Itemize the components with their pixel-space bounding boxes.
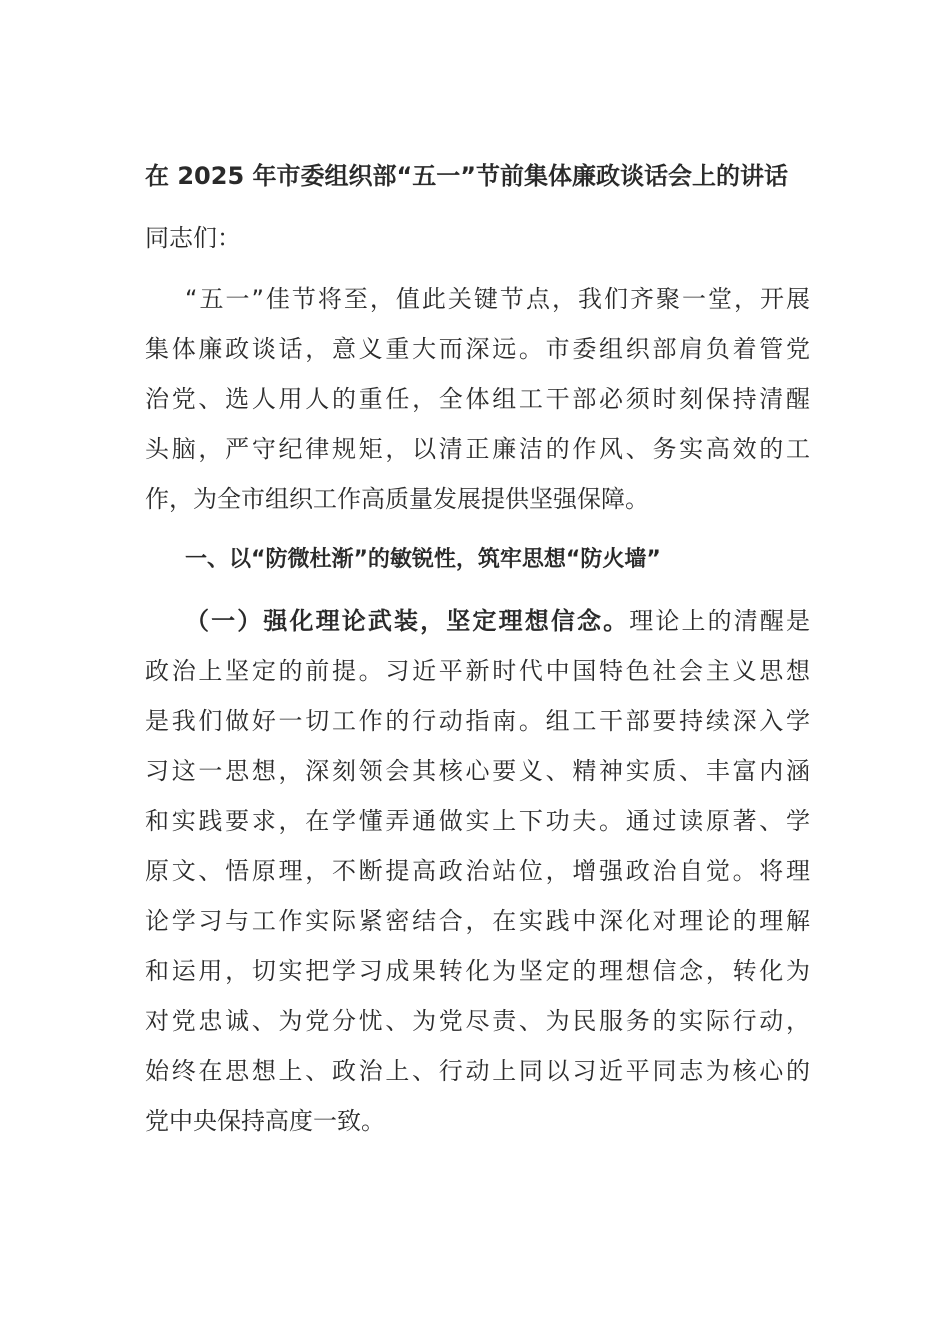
paragraph-line: 治党、选人用人的重任，全体组工干部必须时刻保持清醒 [145, 385, 810, 413]
paragraph-first-line [145, 596, 810, 646]
paragraph-text: 理论上的清醒是 [629, 607, 811, 635]
paragraph-line: 习这一思想，深刻领会其核心要义、精神实质、丰富内涵 [145, 757, 810, 785]
subsection-lead: （一）强化理论武装，坚定理想信念。 [185, 607, 630, 635]
paragraph-line: 和实践要求，在学懂弄通做实上下功夫。通过读原著、学 [145, 807, 810, 835]
document-title: 在 2025 年市委组织部“五一”节前集体廉政谈话会上的讲话 [145, 162, 789, 190]
section-heading: 一、以“防微杜渐”的敏锐性，筑牢思想“防火墙” [185, 547, 661, 572]
paragraph-line: 和运用，切实把学习成果转化为坚定的理想信念，转化为 [145, 957, 810, 985]
paragraph-line: 作，为全市组织工作高质量发展提供坚强保障。 [145, 485, 649, 513]
paragraph-line: 论学习与工作实际紧密结合，在实践中深化对理论的理解 [145, 907, 810, 935]
paragraph-line: 头脑，严守纪律规矩，以清正廉洁的作风、务实高效的工 [145, 435, 810, 463]
paragraph-line: “五一”佳节将至，值此关键节点，我们齐聚一堂，开展 [185, 285, 810, 313]
paragraph-line: 对党忠诚、为党分忧、为党尽责、为民服务的实际行动， [145, 1007, 810, 1035]
paragraph-line: 原文、悟原理，不断提高政治站位，增强政治自觉。将理 [145, 857, 810, 885]
salutation: 同志们： [145, 224, 241, 252]
paragraph-line: 始终在思想上、政治上、行动上同以习近平同志为核心的 [145, 1057, 810, 1085]
paragraph-line: 是我们做好一切工作的行动指南。组工干部要持续深入学 [145, 707, 810, 735]
intro-paragraph [145, 274, 810, 524]
paragraph-line: 集体廉政谈话，意义重大而深远。市委组织部肩负着管党 [145, 335, 810, 363]
paragraph-line: 政治上坚定的前提。习近平新时代中国特色社会主义思想 [145, 657, 810, 685]
section-1-paragraph [145, 596, 810, 1146]
paragraph-line: 党中央保持高度一致。 [145, 1107, 385, 1135]
